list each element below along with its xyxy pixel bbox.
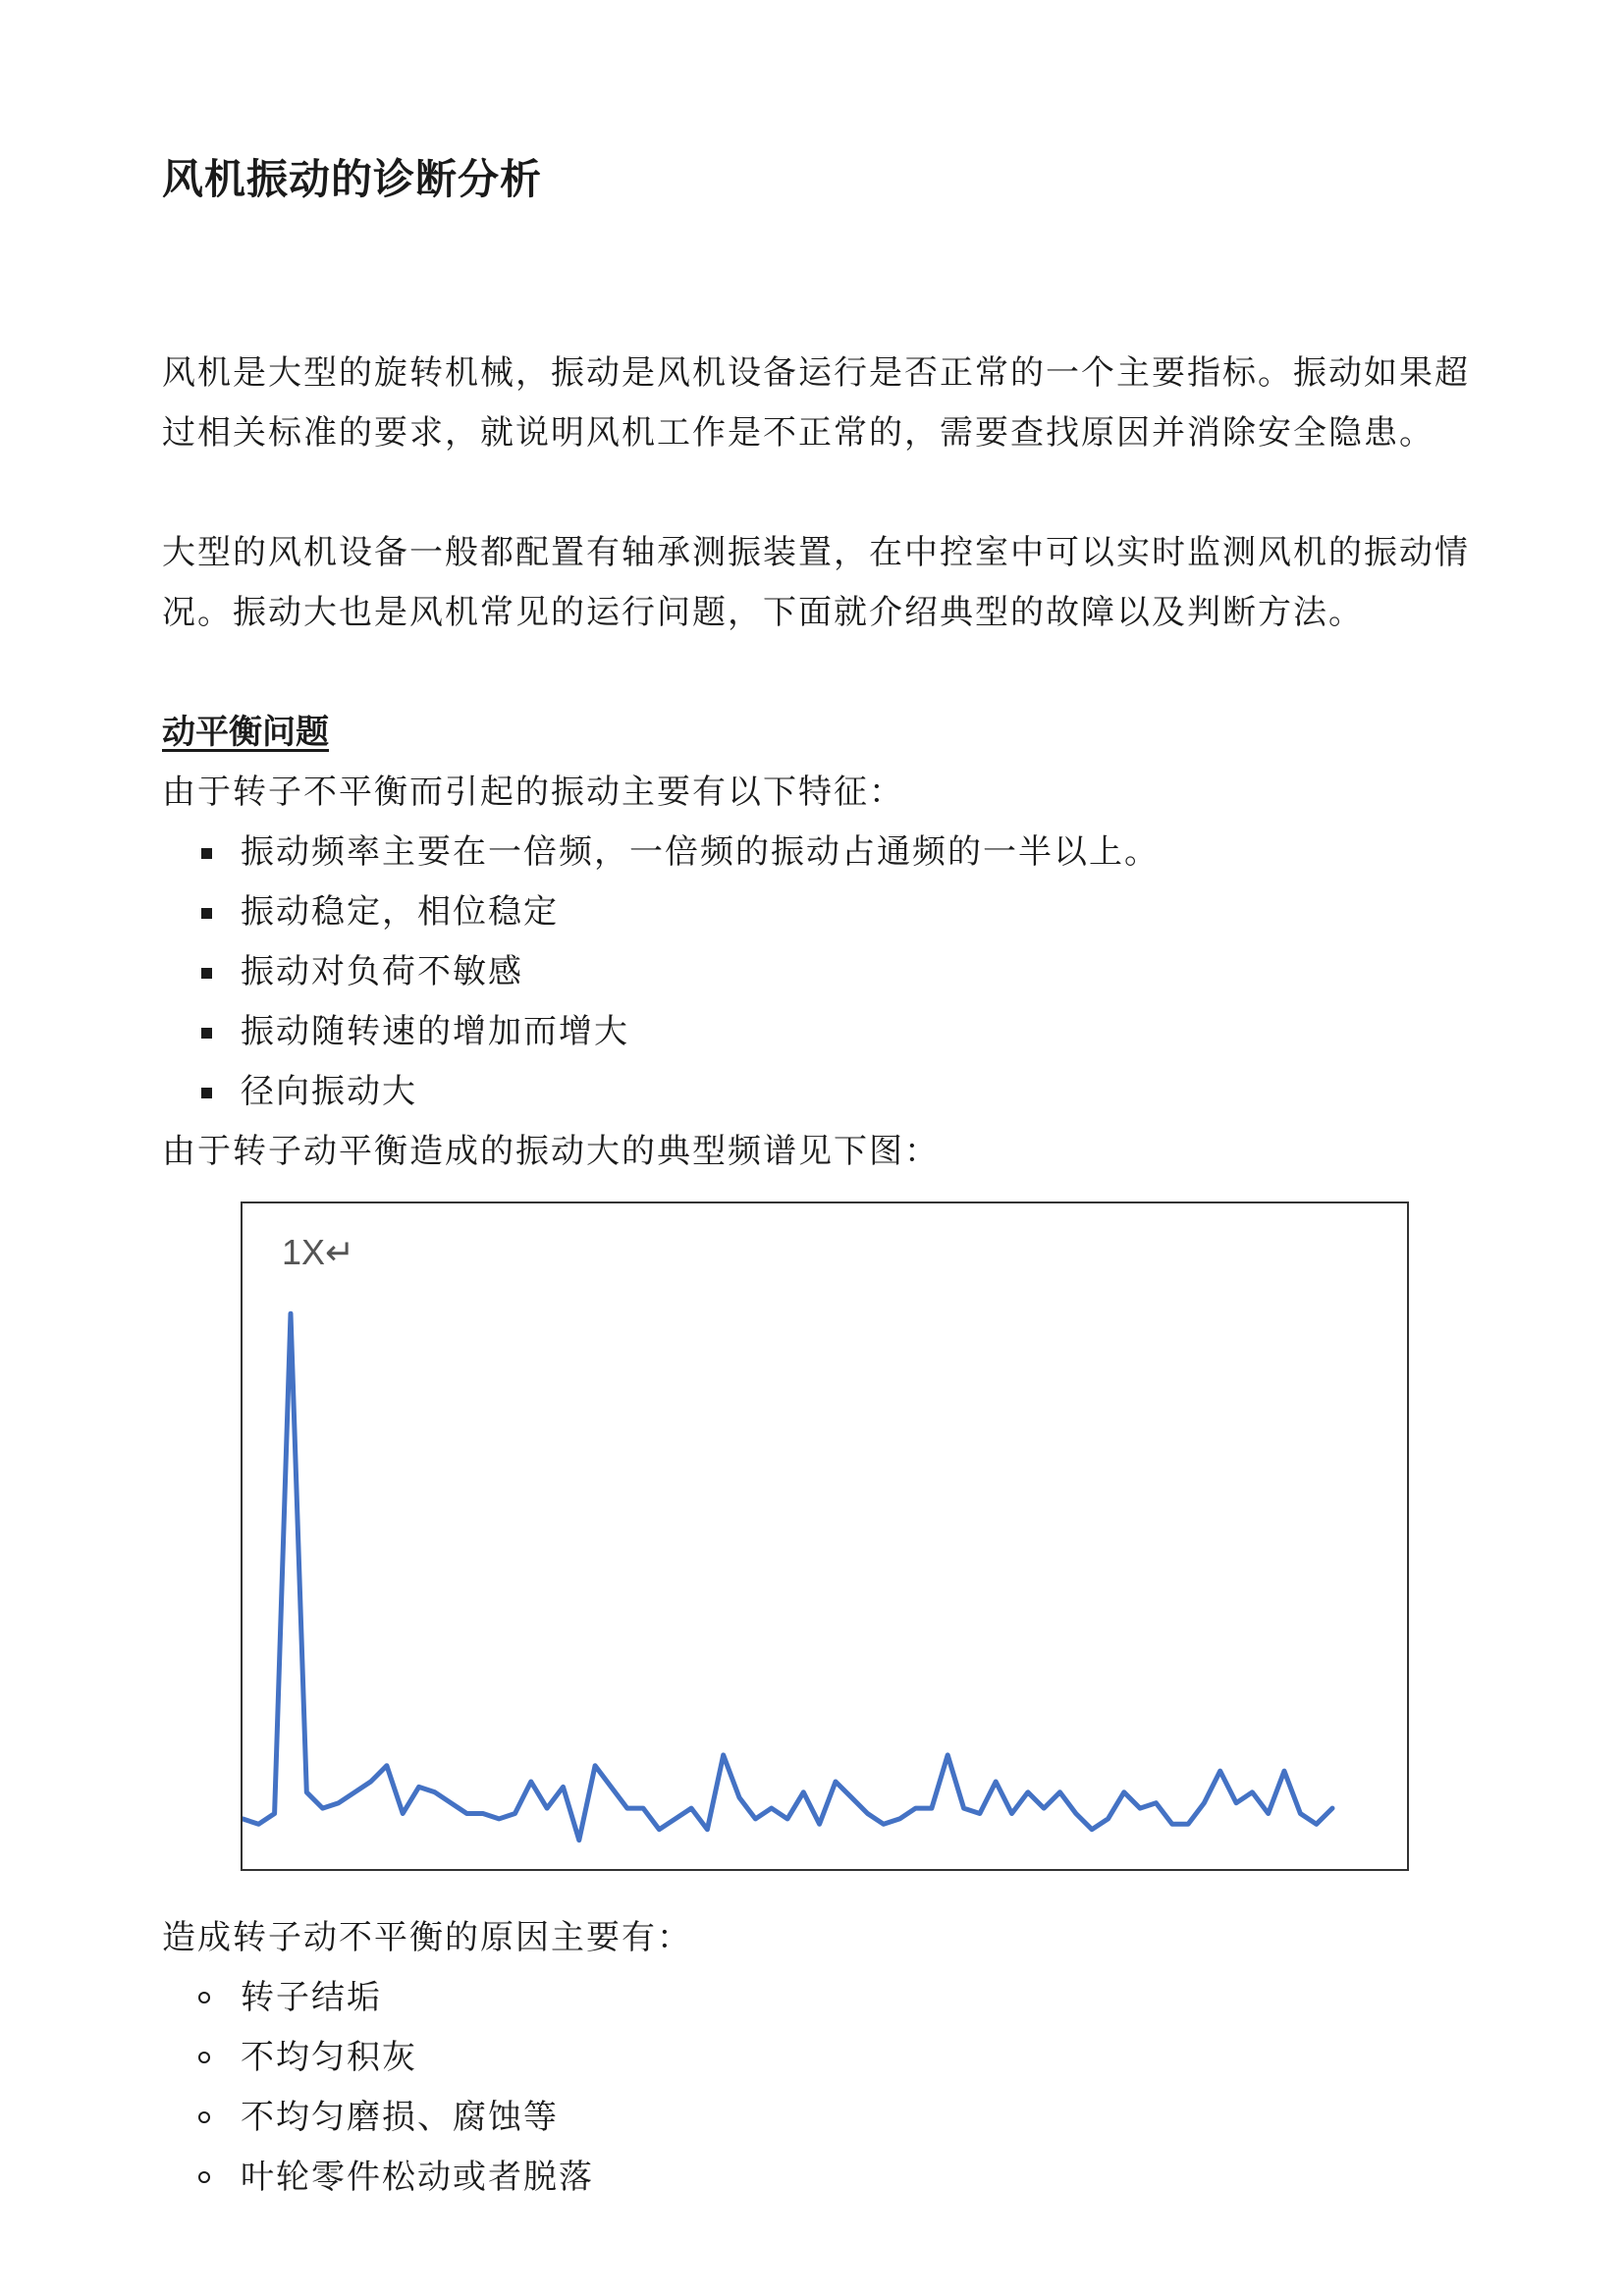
circle-bullet-icon	[198, 2171, 210, 2183]
section-heading-dynamic-balance: 动平衡问题	[162, 713, 329, 752]
cause-text: 叶轮零件松动或者脱落	[241, 2158, 594, 2197]
cause-text: 不均匀磨损、腐蚀等	[241, 2098, 559, 2137]
feature-text: 振动对负荷不敏感	[241, 952, 523, 991]
square-bullet-icon	[201, 908, 212, 919]
list-item	[196, 882, 1160, 942]
list-item	[196, 942, 1160, 1002]
list-item	[196, 1968, 594, 2028]
features-intro: 由于转子不平衡而引起的振动主要有以下特征：	[162, 773, 904, 812]
monitoring-paragraph: 大型的风机设备一般都配置有轴承测振装置，在中控室中可以实时监测风机的振动情况。振动大也是风机常见的运行问题，下面就介绍典型的故障以及判断方法。	[162, 533, 1470, 632]
list-item	[196, 1062, 1160, 1122]
cause-text: 不均匀积灰	[241, 2038, 417, 2077]
list-item	[196, 2088, 594, 2148]
spectrum-intro: 由于转子动平衡造成的振动大的典型频谱见下图：	[162, 1132, 940, 1171]
chart-series-line	[243, 1313, 1332, 1840]
spectrum-chart-svg	[243, 1203, 1407, 1869]
feature-text: 径向振动大	[241, 1072, 417, 1111]
document-title: 风机振动的诊断分析	[162, 155, 543, 203]
square-bullet-icon	[201, 968, 212, 979]
list-item	[196, 823, 1160, 882]
causes-list	[196, 1968, 594, 2208]
circle-bullet-icon	[198, 2052, 210, 2063]
square-bullet-icon	[201, 848, 212, 859]
chart-annotation-1x: 1X↵	[282, 1232, 355, 1272]
circle-bullet-icon	[198, 1992, 210, 2003]
list-item	[196, 1002, 1160, 1062]
cause-text: 转子结垢	[241, 1978, 382, 2017]
feature-text: 振动频率主要在一倍频，一倍频的振动占通频的一半以上。	[241, 832, 1160, 872]
circle-bullet-icon	[198, 2111, 210, 2123]
list-item	[196, 2148, 594, 2208]
square-bullet-icon	[201, 1028, 212, 1039]
spectrum-chart	[241, 1201, 1409, 1871]
causes-intro: 造成转子动不平衡的原因主要有：	[162, 1918, 692, 1957]
features-list	[196, 823, 1160, 1122]
list-item	[196, 2028, 594, 2088]
feature-text: 振动随转速的增加而增大	[241, 1012, 629, 1051]
square-bullet-icon	[201, 1088, 212, 1098]
feature-text: 振动稳定，相位稳定	[241, 892, 559, 932]
intro-paragraph: 风机是大型的旋转机械，振动是风机设备运行是否正常的一个主要指标。振动如果超过相关标准的要求，就说明风机工作是不正常的，需要查找原因并消除安全隐患。	[162, 353, 1470, 453]
